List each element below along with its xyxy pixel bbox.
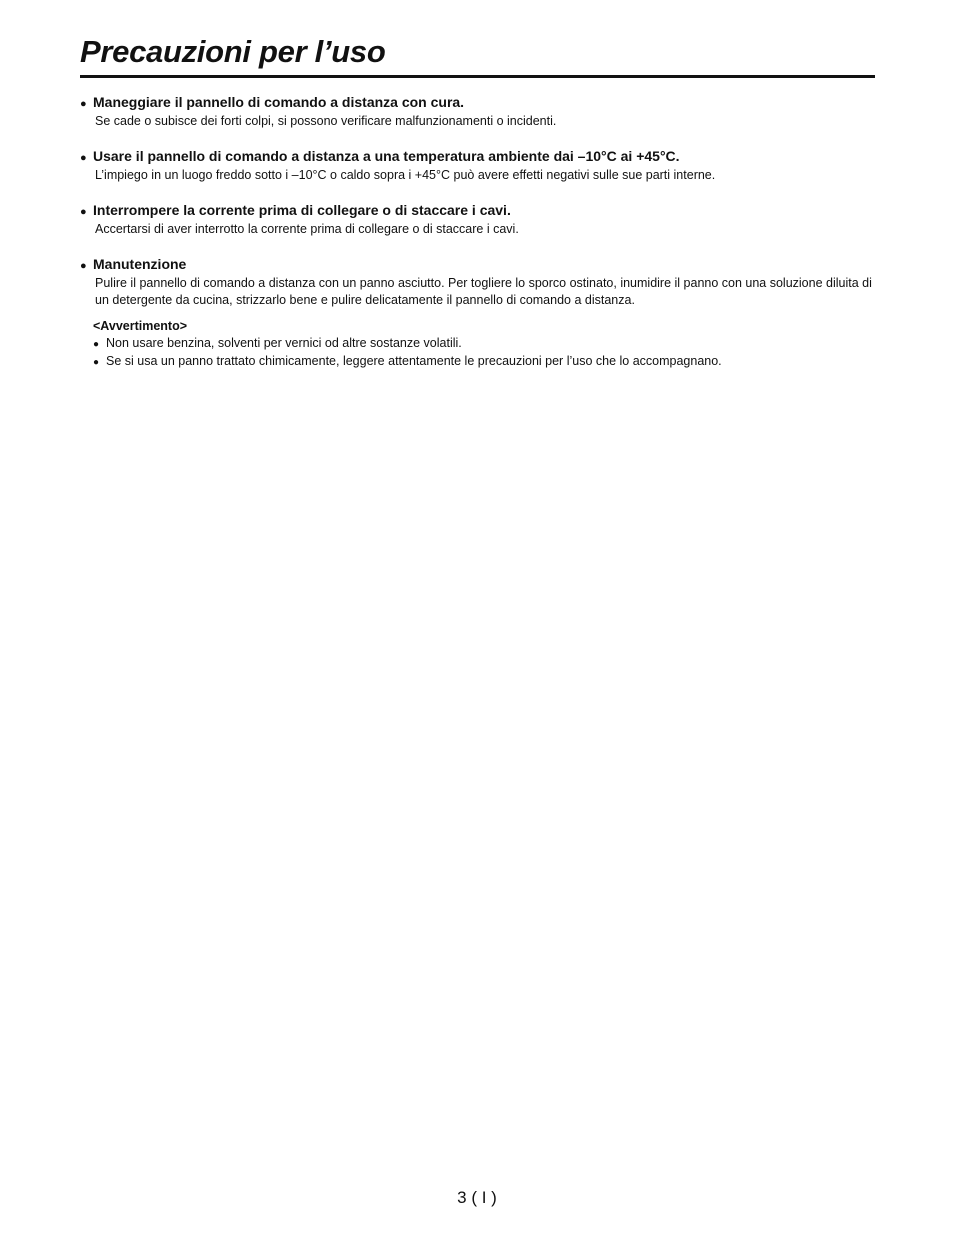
section-temperature [80, 147, 875, 184]
section-maintenance [80, 255, 875, 309]
warning-item-text: Non usare benzina, solventi per vernici od altre sostanze volatili. [106, 336, 462, 350]
title-divider [80, 75, 875, 78]
section-power [80, 201, 875, 238]
section-body: Accertarsi di aver interrotto la corrente prima di collegare o di staccare i cavi. [95, 222, 519, 236]
section-heading-text: Maneggiare il pannello di comando a distanza con cura. [93, 94, 465, 110]
page-title: Precauzioni per l’uso [80, 34, 386, 69]
bullet-icon: ● [80, 98, 87, 110]
warning-item [93, 335, 875, 353]
section-heading-text: Interrompere la corrente prima di collegare o di staccare i cavi. [93, 202, 511, 218]
warning-item-text: Se si usa un panno trattato chimicamente, leggere attentamente le precauzioni per l’uso che lo accompagnano. [106, 354, 722, 368]
section-heading [80, 201, 875, 221]
bullet-icon: ● [93, 339, 100, 350]
bullet-icon: ● [80, 152, 87, 164]
section-body: Pulire il pannello di comando a distanza con un panno asciutto. Per togliere lo sporco ostinato, inumidire il panno con una soluzione diluita di un detergente da cucina, strizzarlo bene e pulire delicatamente il pannello di comando a distanza. [95, 276, 872, 307]
warning-item [93, 353, 875, 371]
warning-block [80, 318, 875, 371]
section-heading [80, 93, 875, 113]
bullet-icon: ● [93, 357, 100, 368]
section-handling [80, 93, 875, 130]
section-heading-text: Manutenzione [93, 256, 187, 272]
bullet-icon: ● [80, 260, 87, 272]
page-number: 3 ( I ) [457, 1188, 497, 1207]
section-body: Se cade o subisce dei forti colpi, si possono verificare malfunzionamenti o incidenti. [95, 114, 557, 128]
section-heading [80, 147, 875, 167]
bullet-icon: ● [80, 206, 87, 218]
section-heading-text: Usare il pannello di comando a distanza a una temperatura ambiente dai –10°C ai +45°C. [93, 148, 680, 164]
warning-heading: <Avvertimento> [93, 319, 188, 333]
content-area [80, 93, 875, 371]
section-heading [80, 255, 875, 275]
section-body: L’impiego in un luogo freddo sotto i –10°C o caldo sopra i +45°C può avere effetti negativi sulle sue parti interne. [95, 168, 716, 182]
